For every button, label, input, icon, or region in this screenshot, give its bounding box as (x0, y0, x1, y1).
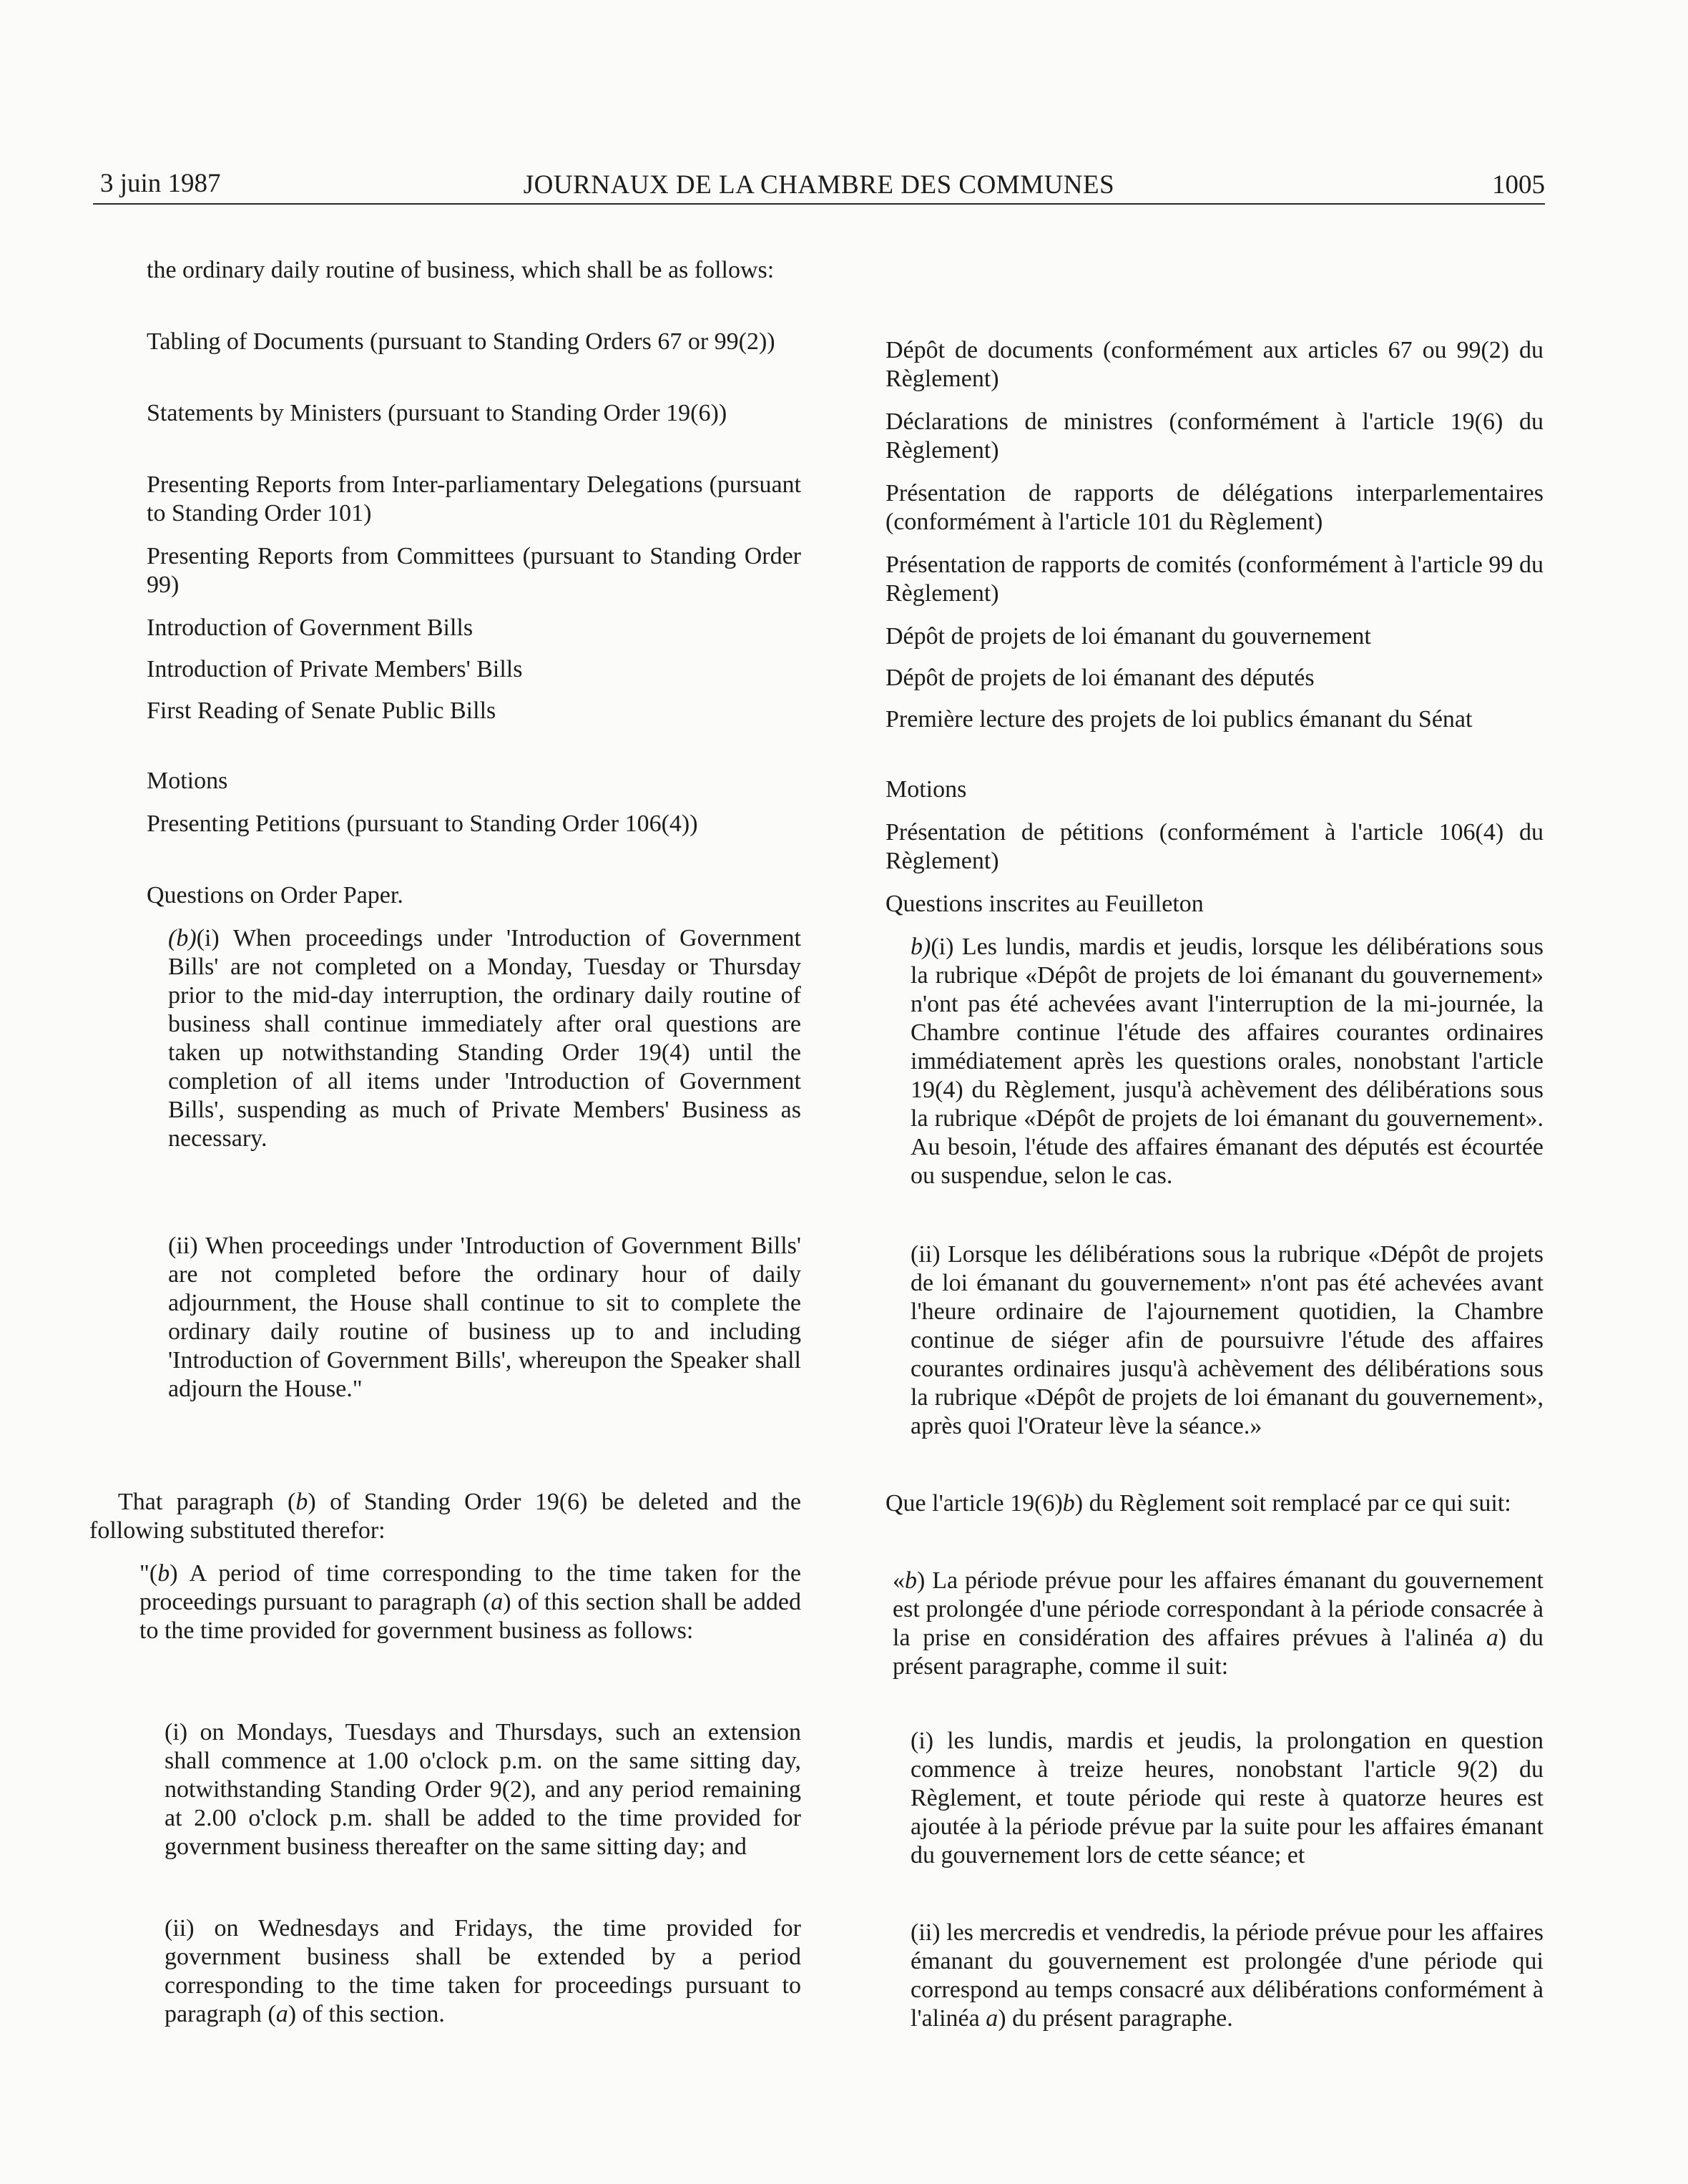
list-item: Première lecture des projets de loi publics émanant du Sénat (885, 706, 1473, 733)
list-item: Introduction of Government Bills (147, 614, 473, 641)
list-item: Presenting Reports from Committees (pursuant to Standing Order 99) (147, 543, 801, 598)
list-item: Dépôt de documents (conformément aux articles 67 ou 99(2) du Règlement) (885, 337, 1544, 392)
quoted-paragraph-i: (i) les lundis, mardis et jeudis, la prolongation en question commence à treize heures, nonobstant l'article 9(2) du Règlement, et toute période qui reste à quatorze heures est ajoutée à la période prévue par la suite pour les affaires émanant du gouvernement lors de cette séance; et (911, 1728, 1544, 1869)
header-date: 3 juin 1987 (100, 169, 221, 198)
paragraph-b-i: (b)(i) When proceedings under 'Introduction of Government Bills' are not completed on a Monday, Tuesday or Thursday prior to the mid-day interruption, the ordinary daily routine of business shall continue immediately after oral questions are taken up notwithstanding Standing Order 19(4) until the completion of all items under 'Introduction of Government Bills', suspending as much of Private Members' Business as necessary. (168, 925, 801, 1152)
list-item: Présentation de pétitions (conformément à l'article 106(4) du Règlement) (885, 819, 1544, 874)
page-number: 1005 (1492, 170, 1545, 200)
quoted-paragraph-b: «b) La période prévue pour les affaires émanant du gouvernement est prolongée d'une période correspondant à la période consacrée à la prise en considération des affaires prévues à l'alinéa a) du présent paragraphe, comme il suit: (893, 1567, 1544, 1680)
list-item: Questions on Order Paper. (147, 882, 403, 909)
list-item: Dépôt de projets de loi émanant du gouvernement (885, 623, 1371, 650)
paragraph-b-i: b)(i) Les lundis, mardis et jeudis, lorsque les délibérations sous la rubrique «Dépôt de projets de loi émanant du gouvernement» n'ont pas été achevées avant l'interruption de la mi-journée, la Chambre continue l'étude des affaires courantes ordinaires immédiatement après les questions orales, nonobstant l'article 19(4) du Règlement, jusqu'à achèvement des délibérations sous la rubrique «Dépôt de projets de loi émanant du gouvernement». Au besoin, l'étude des affaires émanant des députés est écourtée ou suspendue, selon le cas. (911, 934, 1544, 1189)
page-header (93, 163, 1545, 205)
quoted-paragraph-b: "(b) A period of time corresponding to the time taken for the proceedings pursuant to paragraph (a) of this section shall be added to the time provided for government business as follows: (139, 1560, 801, 1644)
list-item: Déclarations de ministres (conformément à l'article 19(6) du Règlement) (885, 408, 1544, 464)
paragraph-that: That paragraph (b) of Standing Order 19(6) be deleted and the following substituted therefor: (89, 1489, 802, 1544)
quoted-paragraph-i: (i) on Mondays, Tuesdays and Thursdays, such an extension shall commence at 1.00 o'clock p.m. on the same sitting day, notwithstanding Standing Order 9(2), and any period remaining at 2.00 o'clock p.m. shall be added to the time provided for government business thereafter on the same sitting day; and (165, 1719, 801, 1860)
list-item: Motions (147, 768, 228, 794)
list-item: Motions (885, 776, 967, 803)
header-title: JOURNAUX DE LA CHAMBRE DES COMMUNES (523, 170, 1115, 200)
list-item: Introduction of Private Members' Bills (147, 656, 523, 682)
paragraph-b-ii: (ii) When proceedings under 'Introduction of Government Bills' are not completed before the ordinary hour of daily adjournment, the House shall continue to sit to complete the ordinary daily routine of business up to and including 'Introduction of Government Bills', whereupon the Speaker shall adjourn the House." (168, 1233, 801, 1402)
paragraph-b-ii: (ii) Lorsque les délibérations sous la rubrique «Dépôt de projets de loi émanant du gouvernement» n'ont pas été achevées avant l'heure ordinaire de l'ajournement quotidien, la Chambre continue de siéger afin de poursuivre l'étude des affaires courantes ordinaires jusqu'à achèvement des délibérations sous la rubrique «Dépôt de projets de loi émanant du gouvernement», après quoi l'Orateur lève la séance.» (911, 1241, 1544, 1439)
quoted-paragraph-ii: (ii) les mercredis et vendredis, la période prévue pour les affaires émanant du gouvernement est prolongée d'une période qui correspond au temps consacré aux délibérations conformément à l'alinéa a) du présent paragraphe. (911, 1919, 1544, 2032)
list-item: Tabling of Documents (pursuant to Standing Orders 67 or 99(2)) (147, 328, 775, 355)
quoted-paragraph-ii: (ii) on Wednesdays and Fridays, the time provided for government business shall be extended by a period corresponding to the time taken for proceedings pursuant to paragraph (a) of this section. (165, 1915, 801, 2027)
list-item: First Reading of Senate Public Bills (147, 697, 496, 724)
list-item: Statements by Ministers (pursuant to Standing Order 19(6)) (147, 400, 727, 426)
list-item: Questions inscrites au Feuilleton (885, 891, 1204, 917)
list-item: Présentation de rapports de comités (conformément à l'article 99 du Règlement) (885, 552, 1544, 607)
paragraph: the ordinary daily routine of business, which shall be as follows: (147, 257, 775, 283)
paragraph-que: Que l'article 19(6)b) du Règlement soit remplacé par ce qui suit: (885, 1490, 1511, 1517)
list-item: Presenting Reports from Inter-parliamentary Delegations (pursuant to Standing Order 101) (147, 471, 801, 527)
list-item: Presenting Petitions (pursuant to Standing Order 106(4)) (147, 811, 698, 837)
list-item: Dépôt de projets de loi émanant des députés (885, 665, 1315, 691)
list-item: Présentation de rapports de délégations interparlementaires (conformément à l'article 101 du Règlement) (885, 480, 1544, 535)
